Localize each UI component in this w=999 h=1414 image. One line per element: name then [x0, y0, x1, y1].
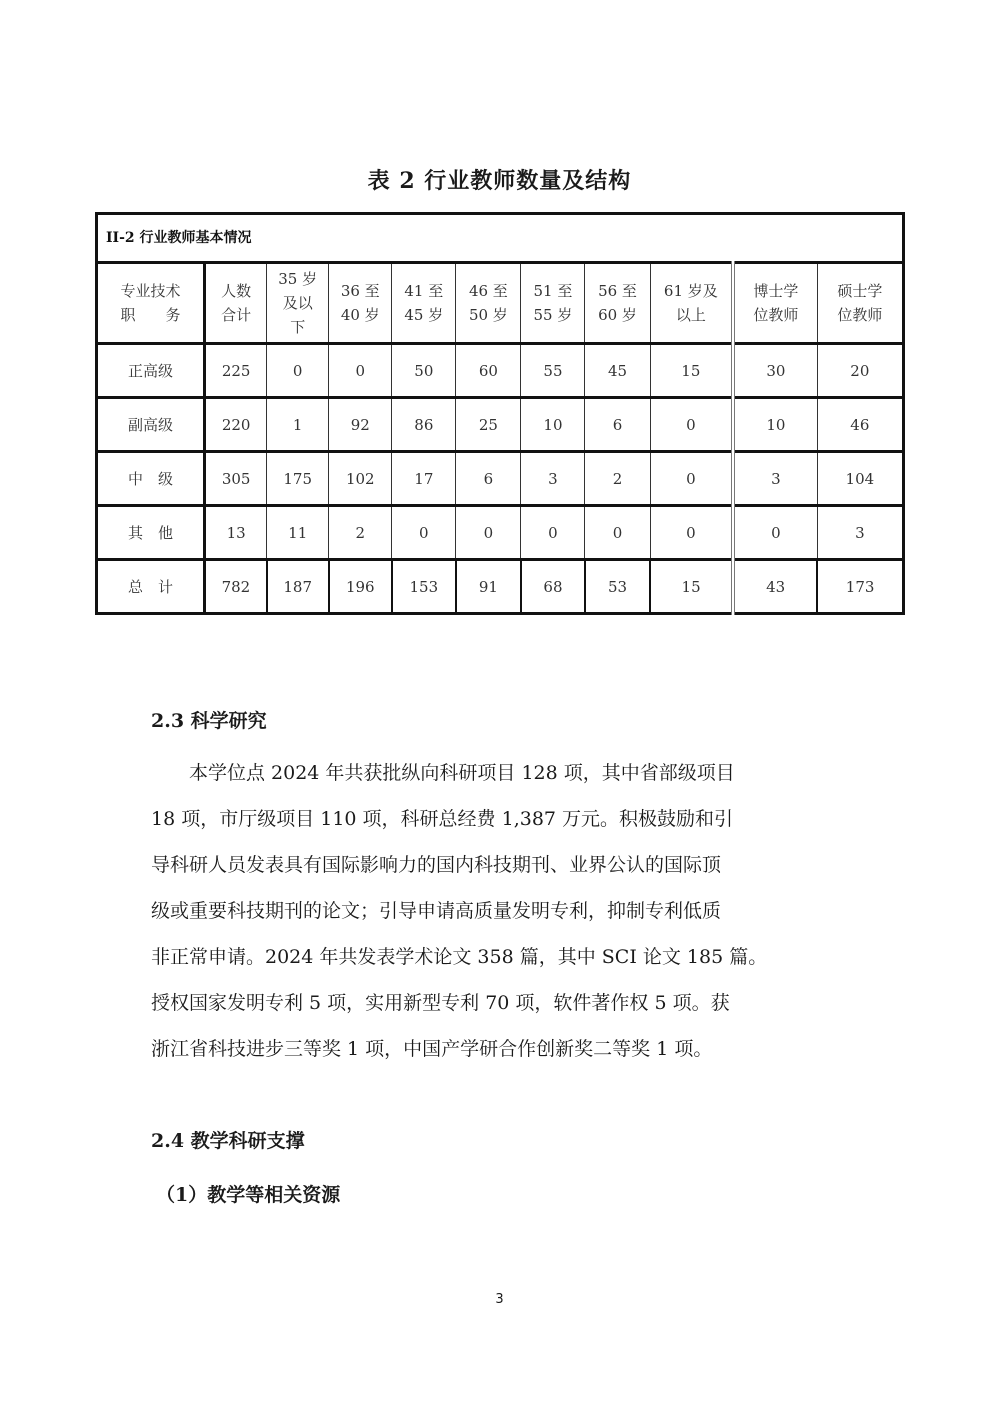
table-cell: 0	[650, 452, 733, 506]
table-row	[97, 452, 904, 506]
table-row	[97, 560, 904, 614]
column-header-line: 46 至	[468, 282, 508, 300]
column-header-line: 位教师	[753, 306, 799, 324]
table-cell: 220	[205, 398, 267, 452]
table-cell: 173	[817, 560, 903, 614]
table-cell: 225	[205, 344, 267, 398]
table-cell: 91	[456, 560, 521, 614]
paragraph-line: 级或重要科技期刊的论文；引导申请高质量发明专利，抑制专利低质	[151, 900, 722, 922]
column-header	[392, 263, 456, 344]
table-caption-row	[97, 214, 904, 263]
row-label-cell: 中 级	[97, 452, 205, 506]
table-cell: 782	[205, 560, 267, 614]
table-cell: 10	[521, 398, 585, 452]
column-header-line: 职 务	[120, 306, 181, 324]
table-cell: 43	[733, 560, 817, 614]
table-cell: 3	[733, 452, 817, 506]
table-cell: 10	[733, 398, 817, 452]
table-cell: 53	[585, 560, 650, 614]
table-cell: 0	[392, 506, 456, 560]
table-cell: 0	[329, 344, 392, 398]
column-header-line: 45 岁	[404, 306, 444, 324]
table-header-row	[97, 263, 904, 344]
table-cell: 55	[521, 344, 585, 398]
column-header-line: 人数	[221, 282, 252, 300]
table-cell: 86	[392, 398, 456, 452]
column-header-line: 博士学	[753, 282, 799, 300]
paragraph-line: 导科研人员发表具有国际影响力的国内科技期刊、业界公认的国际顶	[151, 854, 722, 876]
row-label-cell: 副高级	[97, 398, 205, 452]
table-cell: 6	[585, 398, 650, 452]
table-cell: 20	[817, 344, 903, 398]
table-cell: 13	[205, 506, 267, 560]
table-caption: II-2 行业教师基本情况	[97, 214, 904, 263]
column-header	[267, 263, 329, 344]
column-header-line: 60 岁	[598, 306, 637, 324]
row-label-cell: 其 他	[97, 506, 205, 560]
paragraph-line: 浙江省科技进步三等奖 1 项，中国产学研合作创新奖二等奖 1 项。	[151, 1038, 713, 1060]
table-cell: 2	[585, 452, 650, 506]
table-cell: 92	[329, 398, 392, 452]
column-header-line: 40 岁	[340, 306, 380, 324]
column-header-line: 及以	[282, 294, 313, 312]
column-header	[456, 263, 521, 344]
column-header	[97, 263, 205, 344]
section-heading-2-4: 2.4 教学科研支撑	[151, 1130, 305, 1152]
table-cell: 1	[267, 398, 329, 452]
table-cell: 50	[392, 344, 456, 398]
table-cell: 60	[456, 344, 521, 398]
subsection-heading-teaching-resources: （1）教学等相关资源	[156, 1184, 341, 1206]
table-cell: 3	[817, 506, 903, 560]
column-header	[329, 263, 392, 344]
column-header-line: 下	[290, 318, 306, 336]
column-header-line: 35 岁	[278, 270, 318, 288]
research-paragraph	[151, 750, 851, 1072]
table-cell: 0	[521, 506, 585, 560]
table-cell: 0	[267, 344, 329, 398]
table-cell: 46	[817, 398, 903, 452]
column-header-line: 61 岁及	[663, 282, 718, 300]
column-header-line: 硕士学	[837, 282, 883, 300]
table-cell: 0	[650, 506, 733, 560]
column-header	[733, 263, 817, 344]
table-cell: 30	[733, 344, 817, 398]
page-number: 3	[495, 1292, 504, 1307]
row-label-cell: 总 计	[97, 560, 205, 614]
table-cell: 11	[267, 506, 329, 560]
table-cell: 187	[267, 560, 329, 614]
paragraph-line: 18 项，市厅级项目 110 项，科研总经费 1,387 万元。积极鼓励和引	[151, 808, 734, 830]
column-header-line: 以上	[675, 306, 706, 324]
table-title: 表 2 行业教师数量及结构	[367, 168, 632, 194]
table-cell: 305	[205, 452, 267, 506]
column-header	[521, 263, 585, 344]
table-cell: 153	[392, 560, 456, 614]
table-cell: 102	[329, 452, 392, 506]
table-cell: 15	[650, 344, 733, 398]
column-header-line: 41 至	[404, 282, 444, 300]
column-header	[817, 263, 903, 344]
table-cell: 104	[817, 452, 903, 506]
table-cell: 0	[456, 506, 521, 560]
table-cell: 6	[456, 452, 521, 506]
section-heading-2-3: 2.3 科学研究	[151, 710, 267, 732]
table-cell: 0	[585, 506, 650, 560]
paragraph-line: 非正常申请。2024 年共发表学术论文 358 篇，其中 SCI 论文 185 篇。	[151, 946, 768, 968]
table-cell: 15	[650, 560, 733, 614]
table-cell: 175	[267, 452, 329, 506]
table-cell: 25	[456, 398, 521, 452]
row-label-cell: 正高级	[97, 344, 205, 398]
column-header	[585, 263, 650, 344]
table-cell: 45	[585, 344, 650, 398]
column-header-line: 50 岁	[468, 306, 508, 324]
table-cell: 68	[521, 560, 585, 614]
column-header-line: 36 至	[340, 282, 380, 300]
teacher-table-container	[95, 212, 905, 615]
table-cell: 0	[733, 506, 817, 560]
table-cell: 0	[650, 398, 733, 452]
table-cell: 2	[329, 506, 392, 560]
table-cell: 17	[392, 452, 456, 506]
paragraph-line: 本学位点 2024 年共获批纵向科研项目 128 项，其中省部级项目	[189, 762, 735, 784]
column-header-line: 55 岁	[533, 306, 573, 324]
column-header-line: 51 至	[533, 282, 573, 300]
column-header-line: 位教师	[837, 306, 883, 324]
table-row	[97, 344, 904, 398]
column-header-line: 合计	[221, 306, 252, 324]
column-header	[650, 263, 733, 344]
column-header-line: 专业技术	[120, 282, 181, 300]
paragraph-line: 授权国家发明专利 5 项，实用新型专利 70 项，软件著作权 5 项。获	[151, 992, 730, 1014]
table-cell: 3	[521, 452, 585, 506]
teacher-structure-table	[95, 212, 905, 615]
column-header	[205, 263, 267, 344]
table-row	[97, 506, 904, 560]
table-cell: 196	[329, 560, 392, 614]
column-header-line: 56 至	[598, 282, 637, 300]
table-row	[97, 398, 904, 452]
